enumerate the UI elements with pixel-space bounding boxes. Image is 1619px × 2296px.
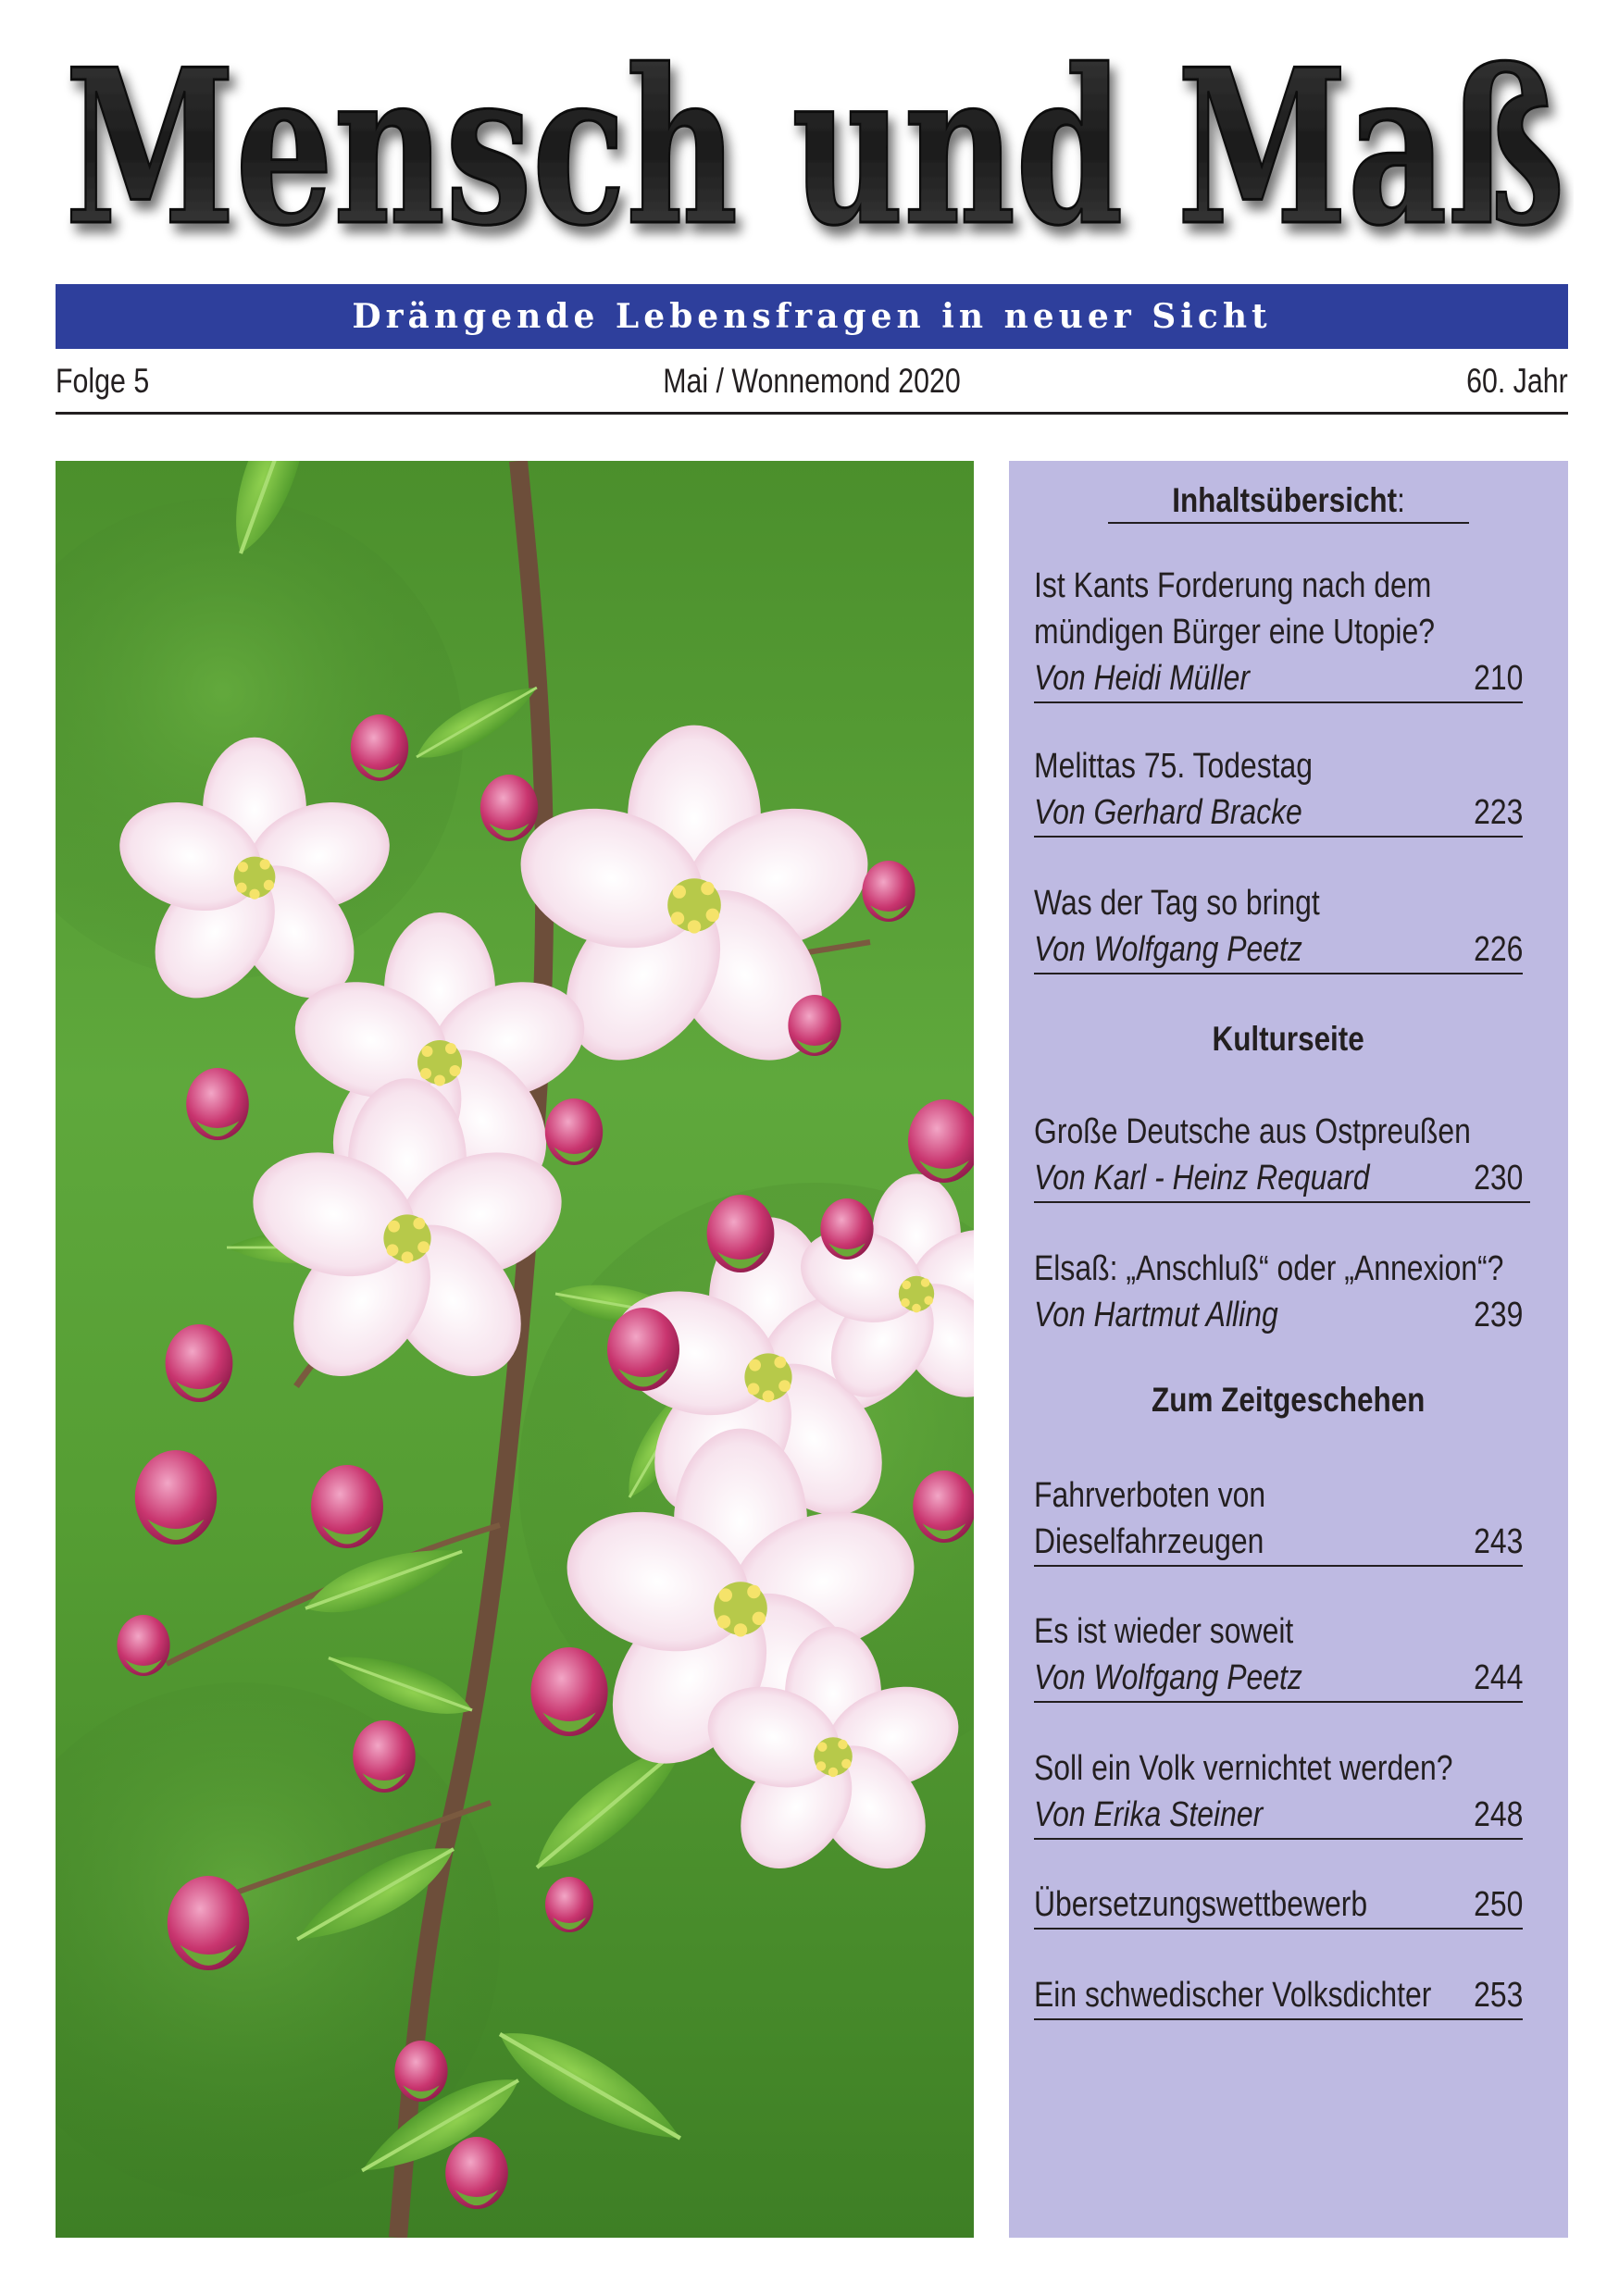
toc-entry[interactable] <box>1034 1881 1523 1930</box>
toc-entry-page: 253 <box>1473 1976 1523 2015</box>
toc-entry-author: Von Gerhard Bracke <box>1034 793 1302 832</box>
toc-entry-author: Von Erika Steiner <box>1034 1795 1264 1834</box>
toc-entry-title-line: Fahrverboten von <box>1034 1476 1266 1515</box>
toc-entry-title-line: Übersetzungswettbewerb <box>1034 1885 1368 1924</box>
toc-entry[interactable] <box>1034 1972 1523 2020</box>
toc-entry-title-line: Melittas 75. Todestag <box>1034 747 1314 786</box>
toc-title <box>1009 481 1568 520</box>
tagline-bar <box>56 284 1568 349</box>
section-heading-zeitgeschehen: Zum Zeitgeschehen <box>1152 1381 1426 1419</box>
toc-entry[interactable] <box>1034 1472 1523 1567</box>
toc-entry-title-line: Soll ein Volk vernichtet werden? <box>1034 1749 1453 1788</box>
toc-entry-page: 226 <box>1473 930 1523 969</box>
issue-info-row <box>56 356 1568 415</box>
toc-entry-author: Von Wolfgang Peetz <box>1034 1658 1302 1697</box>
toc-entry-author: Von Karl - Heinz Requard <box>1034 1159 1370 1198</box>
toc-entry-title-line: Ist Kants Forderung nach dem <box>1034 566 1432 605</box>
toc-entry-author: Von Wolfgang Peetz <box>1034 930 1302 969</box>
toc-title-colon: : <box>1397 481 1405 519</box>
tagline: Drängende Lebensfragen in neuer Sicht <box>352 297 1272 336</box>
toc-entry-author: Von Heidi Müller <box>1034 659 1250 698</box>
toc-entry-author: Von Hartmut Alling <box>1034 1296 1278 1334</box>
toc-entry-page: 244 <box>1473 1658 1523 1697</box>
toc-entry-page: 210 <box>1473 659 1523 698</box>
toc-entry-page: 230 <box>1473 1159 1523 1198</box>
volume-year: 60. Jahr <box>1466 362 1568 400</box>
issue-date: Mai / Wonnemond 2020 <box>663 362 961 400</box>
issue-number: Folge 5 <box>56 362 150 400</box>
toc-entry-title-line: Elsaß: „Anschluß“ oder „Annexion“? <box>1034 1249 1504 1288</box>
toc-entry[interactable] <box>1034 743 1523 838</box>
toc-entry-page: 239 <box>1473 1296 1523 1334</box>
toc-entry-title-line: Ein schwedischer Volksdichter <box>1034 1976 1432 2015</box>
toc-entry-title-line: mündigen Bürger eine Utopie? <box>1034 613 1435 652</box>
toc-entry[interactable] <box>1034 1109 1523 1203</box>
toc-entry-title-line: Dieselfahrzeugen <box>1034 1522 1264 1561</box>
toc-title-text: Inhaltsübersicht <box>1172 481 1398 519</box>
toc-entry[interactable] <box>1034 563 1523 703</box>
toc-entry-title-line: Es ist wieder soweit <box>1034 1612 1294 1651</box>
toc-entry-title-line: Große Deutsche aus Ostpreußen <box>1034 1112 1471 1151</box>
toc-entry[interactable] <box>1034 880 1523 974</box>
toc-entry-title-line: Was der Tag so bringt <box>1034 884 1320 923</box>
toc-title-underline <box>1108 522 1469 524</box>
toc-entry[interactable] <box>1034 1745 1523 1840</box>
toc-entry-page: 223 <box>1473 793 1523 832</box>
masthead-title <box>56 28 1574 296</box>
table-of-contents <box>1009 461 1568 2238</box>
toc-entry[interactable] <box>1034 1608 1523 1703</box>
toc-entry-page: 248 <box>1473 1795 1523 1834</box>
masthead-text: Mensch und Maß <box>65 28 1564 273</box>
cover-photo-apple-blossom <box>56 461 974 2238</box>
toc-entry-page: 250 <box>1473 1885 1523 1924</box>
toc-entry-page: 243 <box>1473 1522 1523 1561</box>
toc-entry[interactable] <box>1034 1246 1523 1338</box>
section-heading-kulturseite: Kulturseite <box>1212 1020 1365 1058</box>
